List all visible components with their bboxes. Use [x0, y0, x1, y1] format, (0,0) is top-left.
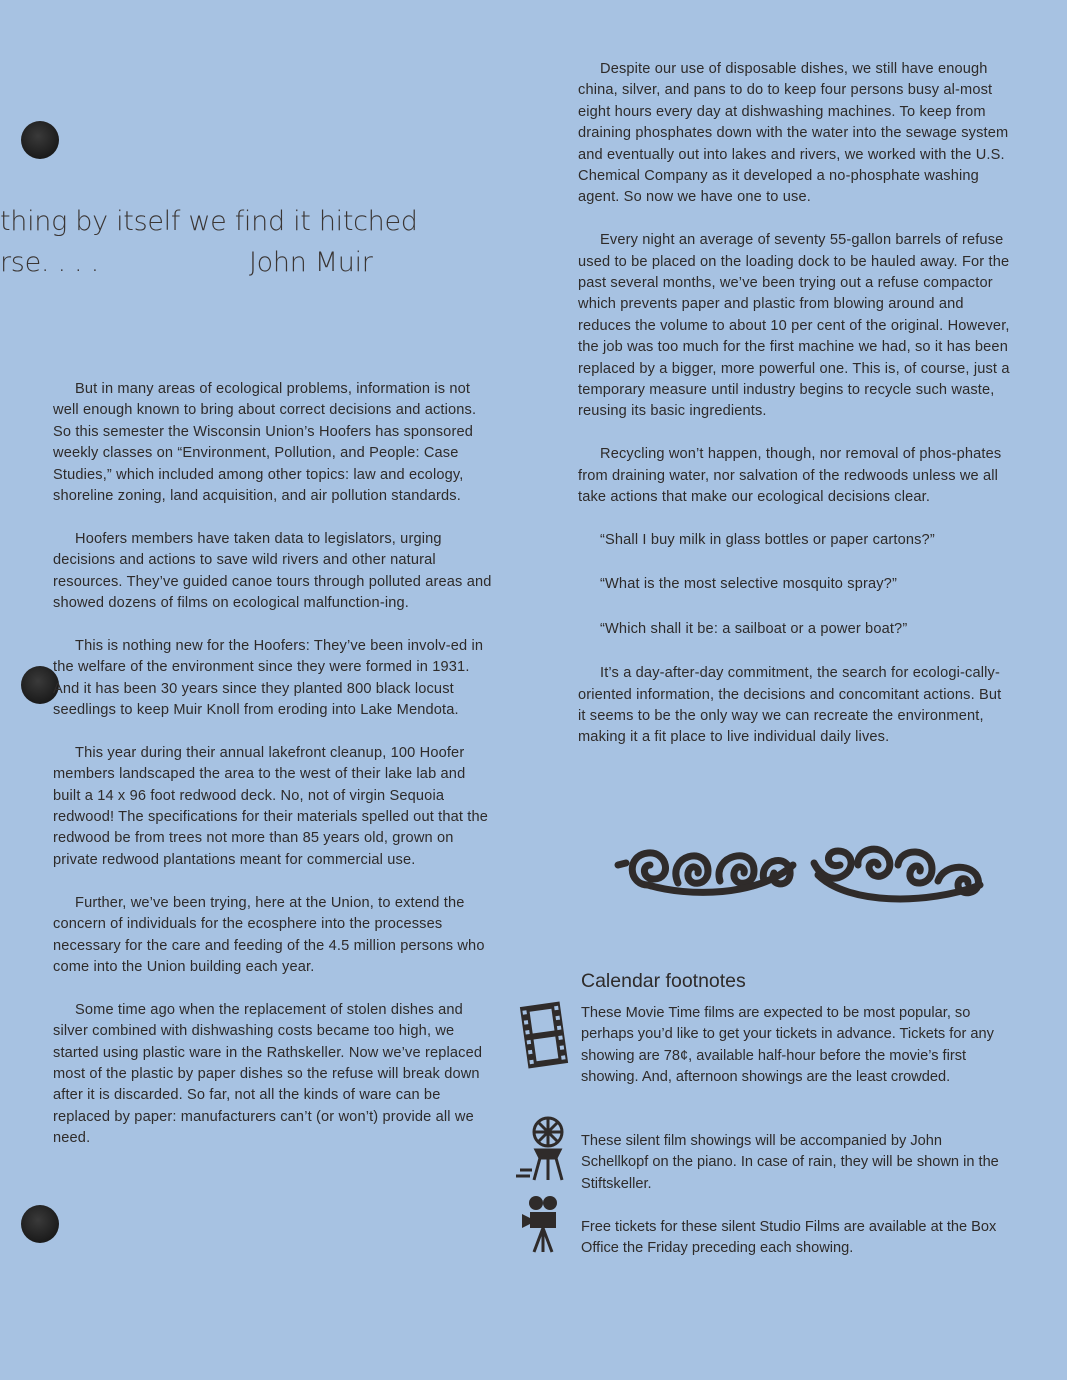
movie-camera-icon — [518, 1194, 568, 1256]
calendar-footnotes-heading: Calendar footnotes — [581, 970, 746, 992]
right-article-column — [578, 59, 1012, 770]
left-paragraph-5: Further, we’ve been trying, here at the Union, to extend the concern of individuals for the ecosphere into the processes necessary for the care and feeding of the 4.5 million persons who come into the Union building each year. — [53, 894, 485, 975]
question-milk: “Shall I buy milk in glass bottles or paper cartons?” — [600, 531, 935, 548]
question-mosquito: “What is the most selective mosquito spray?” — [600, 576, 897, 593]
binder-hole-bottom — [21, 1205, 59, 1243]
piano-stool-icon — [512, 1114, 572, 1184]
left-paragraph-6: Some time ago when the replacement of stolen dishes and silver combined with dishwashing costs became too high, we started using plastic ware in the Rathskeller. Now we’ve replaced most of the plastic by paper dishes so the refuse will break down after it is discarded. So far, not all the kinds of ware can be replaced by paper: manufacturers can’t (or won’t) provide all we need. — [53, 1001, 483, 1147]
left-paragraph-1: But in many areas of ecological problems, information is not well enough known to bring about correct decisions and actions. So this semester the Wisconsin Union’s Hoofers has sponsored weekly classes on “Environment, Pollution, and People: Case Studies,” which included among other topics: law and ecology, shoreline zoning, land acquisition, and air pollution standards. — [53, 381, 477, 505]
right-paragraph-1: Despite our use of disposable dishes, we still have enough china, silver, and pans to do to keep four persons busy al-most eight hours every day at dishwashing machines. To keep from draining phosphates down with the water into the sewage system and eventually out into lakes and rivers, we worked with the U.S. Chemical Company as it developed a no-phosphate washing agent. So now we have one to use. — [578, 61, 1009, 206]
quote-line-1: thing by itself we find it hitched — [0, 206, 418, 237]
quote-line-2: rse. . . . — [0, 247, 99, 278]
left-article-column — [53, 379, 496, 1171]
left-paragraph-3: This is nothing new for the Hoofers: They’ve been involv-ed in the welfare of the environment since they were formed in 1931. And it has been 30 years since they planted 800 black locust seedlings to keep Muir Knoll from eroding into Lake Mendota. — [53, 637, 484, 719]
binder-hole-top — [21, 121, 59, 159]
calendar-item-silent-films: These silent film showings will be accompanied by John Schellkopf on the piano. In case of rain, they will be shown in the Stiftskeller. — [581, 1133, 999, 1192]
film-strip-icon — [516, 1000, 572, 1070]
right-paragraph-closing: It’s a day-after-day commitment, the search for ecologi-cally-oriented information, the decisions and concomitant actions. But it seems to be the only way we can recreate the environment, making it a fit place to live individual daily lives. — [578, 665, 1002, 746]
calendar-item-studio-films: Free tickets for these silent Studio Films are available at the Box Office the Friday preceding each showing. — [581, 1219, 997, 1257]
quote-author: John Muir — [249, 247, 373, 278]
left-paragraph-2: Hoofers members have taken data to legislators, urging decisions and actions to save wild rivers and other natural resources. They’ve guided canoe tours through polluted areas and showed dozens of films on ecological malfunction-ing. — [53, 530, 492, 612]
question-boat: “Which shall it be: a sailboat or a power boat?” — [600, 620, 908, 637]
swirl-ornament — [608, 835, 998, 915]
calendar-item-movie-time: These Movie Time films are expected to be most popular, so perhaps you’d like to get your tickets in advance. Tickets for any showing are 78¢, available half-hour before the movie’s first showing. And, afternoon showings are the least crowded. — [581, 1005, 994, 1086]
right-paragraph-2: Every night an average of seventy 55-gallon barrels of refuse used to be placed on the loading dock to be hauled away. For the past several months, we’ve been trying out a refuse compactor which prevents paper and plastic from blowing around and reduces the volume to about 10 per cent of the original. However, the job was too much for the first machine we had, so it has been replaced by a bigger, more powerful one. This is, of course, just a temporary measure until industry begins to recycle such waste, reusing its basic ingredients. — [578, 232, 1010, 420]
right-paragraph-3: Recycling won’t happen, though, nor removal of phos-phates from draining water, nor salvation of the redwoods unless we all take actions that make our ecological decisions clear. — [578, 446, 1002, 506]
left-paragraph-4: This year during their annual lakefront cleanup, 100 Hoofer members landscaped the area to the west of their lake lab and built a 14 x 96 foot redwood deck. No, not of virgin Sequoia redwood! The specifications for their materials spelled out that the redwood be from trees not more than 85 years old, grown on private redwood plantations meant for commercial use. — [53, 744, 489, 868]
